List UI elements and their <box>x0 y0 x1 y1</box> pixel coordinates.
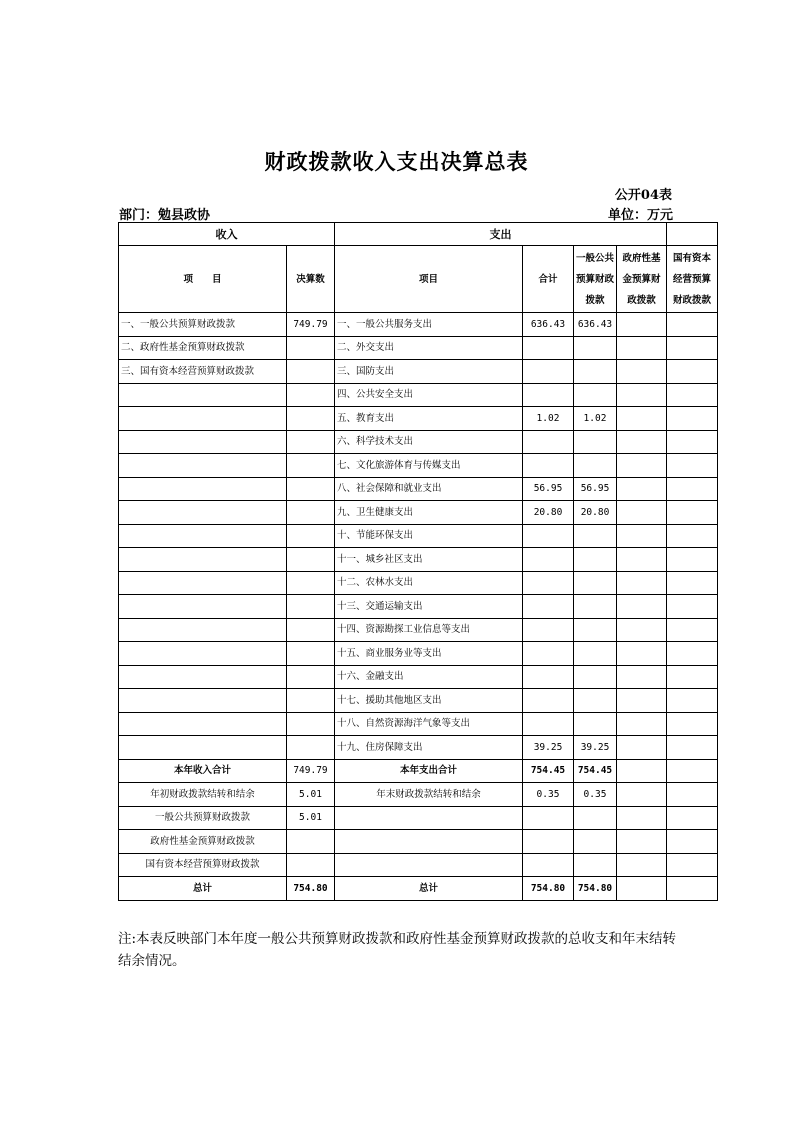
expense-fund-cell <box>617 454 667 478</box>
income-amount-cell <box>287 689 335 713</box>
expense-total-cell <box>523 595 574 619</box>
expense-fund-cell <box>617 477 667 501</box>
empty-header-cell <box>667 223 718 246</box>
expense-fund-cell <box>617 595 667 619</box>
expense-state-cell <box>667 430 718 454</box>
end-balance-total: 0.35 <box>523 783 574 807</box>
expense-fund-cell <box>617 665 667 689</box>
empty-cell <box>617 853 667 877</box>
expense-total-cell <box>523 430 574 454</box>
expense-state-cell <box>667 571 718 595</box>
expense-state-cell <box>667 454 718 478</box>
expense-general-cell: 636.43 <box>574 313 617 337</box>
expense-item-cell: 十六、金融支出 <box>335 665 523 689</box>
table-row <box>119 407 718 431</box>
income-amount-cell <box>287 430 335 454</box>
general-budget-header: 一般公共预算财政拨款 <box>574 246 617 313</box>
empty-cell <box>667 877 718 901</box>
income-item-cell <box>119 618 287 642</box>
sub-fund-row <box>119 830 718 854</box>
end-balance-label: 年末财政拨款结转和结余 <box>335 783 523 807</box>
expense-item-cell: 六、科学技术支出 <box>335 430 523 454</box>
expense-state-cell <box>667 665 718 689</box>
expense-item-cell: 十三、交通运输支出 <box>335 595 523 619</box>
expense-general-cell: 56.95 <box>574 477 617 501</box>
table-row <box>119 313 718 337</box>
expense-general-cell <box>574 642 617 666</box>
expense-total-cell <box>523 454 574 478</box>
income-amount-cell <box>287 665 335 689</box>
page-title: 财政拨款收入支出决算总表 <box>264 149 529 174</box>
table-row <box>119 595 718 619</box>
expense-state-cell <box>667 383 718 407</box>
expense-state-cell <box>667 642 718 666</box>
expense-state-cell <box>667 336 718 360</box>
expense-item-cell: 十四、资源勘探工业信息等支出 <box>335 618 523 642</box>
empty-cell <box>287 853 335 877</box>
expense-general-cell <box>574 336 617 360</box>
expense-item-cell: 七、文化旅游体育与传媒支出 <box>335 454 523 478</box>
income-item-header: 项 目 <box>119 246 287 313</box>
expense-fund-cell <box>617 736 667 760</box>
expense-fund-cell <box>617 360 667 384</box>
expense-general-cell <box>574 360 617 384</box>
table-row <box>119 524 718 548</box>
expense-total-cell <box>523 712 574 736</box>
expense-total-cell <box>523 642 574 666</box>
empty-cell <box>574 806 617 830</box>
sub-general-row <box>119 806 718 830</box>
empty-cell <box>574 853 617 877</box>
unit-label: 单位：万元 <box>607 208 673 223</box>
expense-total-cell: 56.95 <box>523 477 574 501</box>
expense-item-cell: 九、卫生健康支出 <box>335 501 523 525</box>
grand-total-income: 754.80 <box>287 877 335 901</box>
footnote: 注:本表反映部门本年度一般公共预算财政拨款和政府性基金预算财政拨款的总收支和年末结转结余情况。 <box>118 931 677 969</box>
budget-table <box>118 222 718 901</box>
expense-state-cell <box>667 501 718 525</box>
expense-item-cell: 三、国防支出 <box>335 360 523 384</box>
empty-cell <box>667 806 718 830</box>
empty-cell <box>617 806 667 830</box>
table-row <box>119 618 718 642</box>
expense-item-cell: 一、一般公共服务支出 <box>335 313 523 337</box>
sub-general-value: 5.01 <box>287 806 335 830</box>
empty-cell <box>523 830 574 854</box>
expense-item-header: 项目 <box>335 246 523 313</box>
expense-fund-cell <box>617 336 667 360</box>
empty-cell <box>667 830 718 854</box>
income-item-cell <box>119 642 287 666</box>
expense-state-cell <box>667 736 718 760</box>
income-item-cell <box>119 712 287 736</box>
table-row <box>119 736 718 760</box>
expense-total-cell <box>523 689 574 713</box>
empty-cell <box>335 830 523 854</box>
header-row-1 <box>119 223 718 246</box>
income-item-cell <box>119 548 287 572</box>
end-balance-general: 0.35 <box>574 783 617 807</box>
expense-fund-cell <box>617 571 667 595</box>
expense-total-cell: 636.43 <box>523 313 574 337</box>
expense-total-cell <box>523 383 574 407</box>
expense-item-cell: 五、教育支出 <box>335 407 523 431</box>
expense-state-cell <box>667 548 718 572</box>
income-amount-cell <box>287 524 335 548</box>
grand-total-general: 754.80 <box>574 877 617 901</box>
expense-general-cell: 39.25 <box>574 736 617 760</box>
begin-balance-label: 年初财政拨款结转和结余 <box>119 783 287 807</box>
table-row <box>119 383 718 407</box>
income-total-value: 749.79 <box>287 759 335 783</box>
expense-fund-cell <box>617 383 667 407</box>
expense-item-cell: 十五、商业服务业等支出 <box>335 642 523 666</box>
income-amount-cell <box>287 571 335 595</box>
expense-state-cell <box>667 524 718 548</box>
expense-item-cell: 十七、援助其他地区支出 <box>335 689 523 713</box>
expense-general-cell <box>574 383 617 407</box>
income-item-cell <box>119 689 287 713</box>
table-row <box>119 336 718 360</box>
expense-state-cell <box>667 407 718 431</box>
empty-cell <box>617 877 667 901</box>
income-amount-cell <box>287 336 335 360</box>
expense-total-cell: 1.02 <box>523 407 574 431</box>
expense-fund-cell <box>617 712 667 736</box>
empty-cell <box>335 853 523 877</box>
expense-header: 支出 <box>335 223 667 246</box>
expense-total-cell <box>523 571 574 595</box>
expense-fund-cell <box>617 689 667 713</box>
income-amount-cell <box>287 712 335 736</box>
department-label: 部门：勉县政协 <box>119 208 211 223</box>
empty-cell <box>667 853 718 877</box>
expense-total-header: 合计 <box>523 246 574 313</box>
empty-cell <box>287 830 335 854</box>
empty-cell <box>523 853 574 877</box>
expense-fund-cell <box>617 618 667 642</box>
empty-cell <box>335 806 523 830</box>
expense-general-cell <box>574 618 617 642</box>
empty-cell <box>667 783 718 807</box>
expense-item-cell: 十、节能环保支出 <box>335 524 523 548</box>
table-row <box>119 665 718 689</box>
income-amount-cell <box>287 618 335 642</box>
expense-fund-cell <box>617 407 667 431</box>
empty-cell <box>617 830 667 854</box>
income-amount-cell <box>287 454 335 478</box>
fund-budget-header: 政府性基金预算财政拨款 <box>617 246 667 313</box>
year-total-row <box>119 759 718 783</box>
expense-item-cell: 十二、农林水支出 <box>335 571 523 595</box>
sub-state-label: 国有资本经营预算财政拨款 <box>119 853 287 877</box>
expense-state-cell <box>667 595 718 619</box>
expense-general-cell: 1.02 <box>574 407 617 431</box>
expense-total-cell <box>523 548 574 572</box>
expense-total-label: 本年支出合计 <box>335 759 523 783</box>
table-row <box>119 430 718 454</box>
table-row <box>119 477 718 501</box>
table-row <box>119 642 718 666</box>
sub-state-row <box>119 853 718 877</box>
expense-total-cell <box>523 618 574 642</box>
table-row <box>119 689 718 713</box>
income-item-cell <box>119 477 287 501</box>
sub-fund-label: 政府性基金预算财政拨款 <box>119 830 287 854</box>
expense-fund-cell <box>617 548 667 572</box>
expense-total-value: 754.45 <box>523 759 574 783</box>
income-header: 收入 <box>119 223 335 246</box>
income-amount-cell <box>287 477 335 501</box>
income-amount-header: 决算数 <box>287 246 335 313</box>
expense-item-cell: 十八、自然资源海洋气象等支出 <box>335 712 523 736</box>
table-row <box>119 571 718 595</box>
expense-state-cell <box>667 689 718 713</box>
income-item-cell <box>119 595 287 619</box>
form-number: 公开04表 <box>614 188 672 203</box>
expense-general-cell <box>574 524 617 548</box>
income-amount-cell <box>287 736 335 760</box>
income-amount-cell: 749.79 <box>287 313 335 337</box>
expense-general-cell <box>574 712 617 736</box>
expense-state-cell <box>667 618 718 642</box>
expense-fund-cell <box>617 642 667 666</box>
expense-state-cell <box>667 712 718 736</box>
expense-total-general: 754.45 <box>574 759 617 783</box>
income-item-cell <box>119 454 287 478</box>
empty-cell <box>667 759 718 783</box>
expense-total-cell <box>523 336 574 360</box>
income-item-cell <box>119 571 287 595</box>
empty-cell <box>617 759 667 783</box>
income-amount-cell <box>287 642 335 666</box>
expense-total-cell: 20.80 <box>523 501 574 525</box>
income-amount-cell <box>287 407 335 431</box>
income-item-cell <box>119 407 287 431</box>
expense-total-cell <box>523 524 574 548</box>
expense-general-cell <box>574 595 617 619</box>
expense-general-cell <box>574 689 617 713</box>
table-row <box>119 712 718 736</box>
grand-total-expense: 754.80 <box>523 877 574 901</box>
expense-total-cell: 39.25 <box>523 736 574 760</box>
expense-item-cell: 十九、住房保障支出 <box>335 736 523 760</box>
income-amount-cell <box>287 595 335 619</box>
carryover-row <box>119 783 718 807</box>
income-total-label: 本年收入合计 <box>119 759 287 783</box>
expense-fund-cell <box>617 313 667 337</box>
grand-total-label: 总计 <box>119 877 287 901</box>
income-item-cell: 三、国有资本经营预算财政拨款 <box>119 360 287 384</box>
expense-fund-cell <box>617 430 667 454</box>
empty-cell <box>617 783 667 807</box>
expense-general-cell <box>574 454 617 478</box>
empty-cell <box>523 806 574 830</box>
expense-state-cell <box>667 360 718 384</box>
expense-fund-cell <box>617 524 667 548</box>
income-amount-cell <box>287 360 335 384</box>
income-amount-cell <box>287 501 335 525</box>
table-row <box>119 454 718 478</box>
income-item-cell <box>119 501 287 525</box>
income-item-cell <box>119 665 287 689</box>
expense-total-cell <box>523 665 574 689</box>
table-row <box>119 548 718 572</box>
expense-fund-cell <box>617 501 667 525</box>
income-item-cell <box>119 736 287 760</box>
income-item-cell: 二、政府性基金预算财政拨款 <box>119 336 287 360</box>
expense-item-cell: 四、公共安全支出 <box>335 383 523 407</box>
expense-total-cell <box>523 360 574 384</box>
expense-general-cell <box>574 665 617 689</box>
table-row <box>119 360 718 384</box>
grand-total-expense-label: 总计 <box>335 877 523 901</box>
expense-general-cell <box>574 430 617 454</box>
grand-total-row <box>119 877 718 901</box>
expense-state-cell <box>667 477 718 501</box>
sub-general-label: 一般公共预算财政拨款 <box>119 806 287 830</box>
empty-cell <box>574 830 617 854</box>
expense-general-cell <box>574 548 617 572</box>
expense-item-cell: 十一、城乡社区支出 <box>335 548 523 572</box>
income-item-cell: 一、一般公共预算财政拨款 <box>119 313 287 337</box>
income-amount-cell <box>287 548 335 572</box>
expense-general-cell <box>574 571 617 595</box>
table-row <box>119 501 718 525</box>
expense-state-cell <box>667 313 718 337</box>
begin-balance-value: 5.01 <box>287 783 335 807</box>
income-item-cell <box>119 430 287 454</box>
header-row-2 <box>119 246 718 313</box>
state-capital-header: 国有资本经营预算财政拨款 <box>667 246 718 313</box>
expense-general-cell: 20.80 <box>574 501 617 525</box>
income-item-cell <box>119 524 287 548</box>
expense-item-cell: 二、外交支出 <box>335 336 523 360</box>
income-amount-cell <box>287 383 335 407</box>
expense-item-cell: 八、社会保障和就业支出 <box>335 477 523 501</box>
income-item-cell <box>119 383 287 407</box>
